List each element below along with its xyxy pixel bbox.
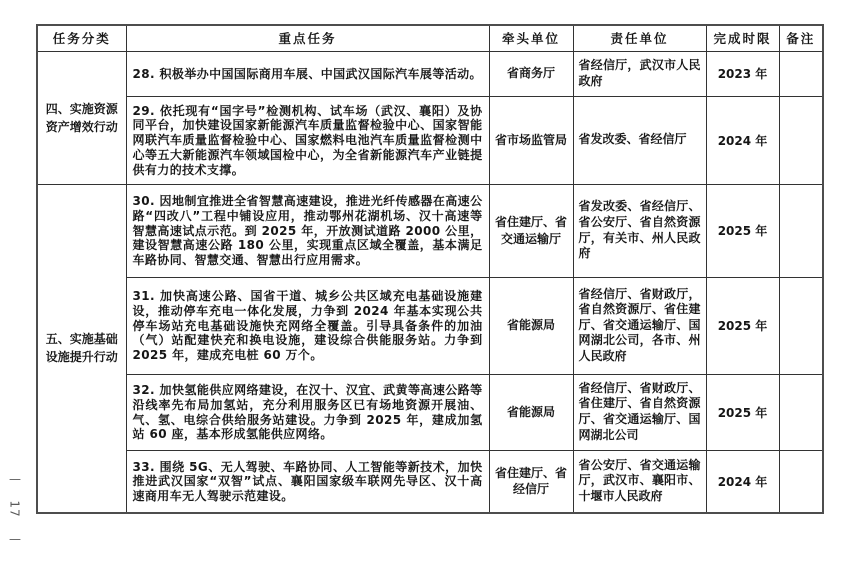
responsible-unit-cell: 省发改委、省经信厅、省公安厅、省自然资源厅，有关市、州人民政府 [573,184,706,277]
responsible-unit-cell: 省公安厅、省交通运输厅，武汉市、襄阳市、十堰市人民政府 [573,450,706,513]
responsible-unit-cell: 省经信厅、省财政厅，省自然资源厅、省住建厅、省交通运输厅、国网湖北公司，各市、州人民政府 [573,277,706,374]
deadline-cell: 2023 年 [706,51,779,96]
responsible-unit-cell: 省经信厅，武汉市人民政府 [573,51,706,96]
category-cell-4: 四、实施资源资产增效行动 [37,51,126,184]
remark-cell [779,450,823,513]
header-lead-unit: 牵头单位 [489,25,573,51]
table-row [37,374,823,450]
deadline-cell: 2025 年 [706,374,779,450]
remark-cell [779,96,823,184]
deadline-cell: 2024 年 [706,450,779,513]
task-cell: 33. 围绕 5G、无人驾驶、车路协同、人工智能等新技术，加快推进武汉国家“双智”试点、襄阳国家级车联网先导区、汉十高速商用车无人驾驶示范建设。 [126,450,489,513]
lead-unit-cell: 省商务厅 [489,51,573,96]
deadline-cell: 2025 年 [706,277,779,374]
remark-cell [779,184,823,277]
responsible-unit-cell: 省经信厅、省财政厅、省住建厅、省自然资源厅、省交通运输厅、国网湖北公司 [573,374,706,450]
lead-unit-cell: 省住建厅、省交通运输厅 [489,184,573,277]
header-key-task: 重点任务 [126,25,489,51]
lead-unit-cell: 省能源局 [489,277,573,374]
task-cell: 32. 加快氢能供应网络建设，在汉十、汉宜、武黄等高速公路等沿线率先布局加氢站，充分利用服务区已有场地资源开展油、气、氢、电综合供给服务站建设。力争到 2025 年，建成加氢站 60 座，基本形成氢能供应网络。 [126,374,489,450]
responsible-unit-cell: 省发改委、省经信厅 [573,96,706,184]
table-row [37,184,823,277]
category-cell-5: 五、实施基础设施提升行动 [37,184,126,513]
table-row [37,96,823,184]
table-row [37,450,823,513]
header-remark: 备注 [779,25,823,51]
lead-unit-cell: 省能源局 [489,374,573,450]
remark-cell [779,51,823,96]
task-cell: 28. 积极举办中国国际商用车展、中国武汉国际汽车展等活动。 [126,51,489,96]
lead-unit-cell: 省市场监管局 [489,96,573,184]
deadline-cell: 2024 年 [706,96,779,184]
remark-cell [779,374,823,450]
page-number-dash-top: — [9,472,21,486]
page-number-dash-bottom: — [9,532,21,546]
table-header-row [37,25,823,51]
task-cell: 29. 依托现有“国字号”检测机构、试车场（武汉、襄阳）及协同平台，加快建设国家新能源汽车质量监督检验中心、国家智能网联汽车质量监督检验中心、国家燃料电池汽车质量监督检测中心等五大新能源汽车领域国检中心，为全省新能源汽车产业链提供有力的技术支撑。 [126,96,489,184]
header-task-category: 任务分类 [37,25,126,51]
task-table [36,24,824,514]
table-row [37,277,823,374]
header-responsible-unit: 责任单位 [573,25,706,51]
deadline-cell: 2025 年 [706,184,779,277]
table-row [37,51,823,96]
task-cell: 30. 因地制宜推进全省智慧高速建设，推进光纤传感器在高速公路“四改八”工程中铺设应用，推动鄂州花湖机场、汉十高速等智慧高速试点示范。到 2025 年，开放测试道路 2000 公里，建设智慧高速公路 180 公里，实现重点区域全覆盖，基本满足车路协同、智慧交通、智慧出行应用需求。 [126,184,489,277]
lead-unit-cell: 省住建厅、省经信厅 [489,450,573,513]
page-number [4,472,26,546]
page-number-value: 17 [8,500,22,518]
task-cell: 31. 加快高速公路、国省干道、城乡公共区域充电基础设施建设，推动停车充电一体化发展，力争到 2024 年基本实现公共停车场站充电基础设施快充网络全覆盖。引导具备条件的加油（气）站配建快充和换电设施，建设综合供能服务站。力争到 2025 年，建成充电桩 60 万个。 [126,277,489,374]
remark-cell [779,277,823,374]
header-deadline: 完成时限 [706,25,779,51]
